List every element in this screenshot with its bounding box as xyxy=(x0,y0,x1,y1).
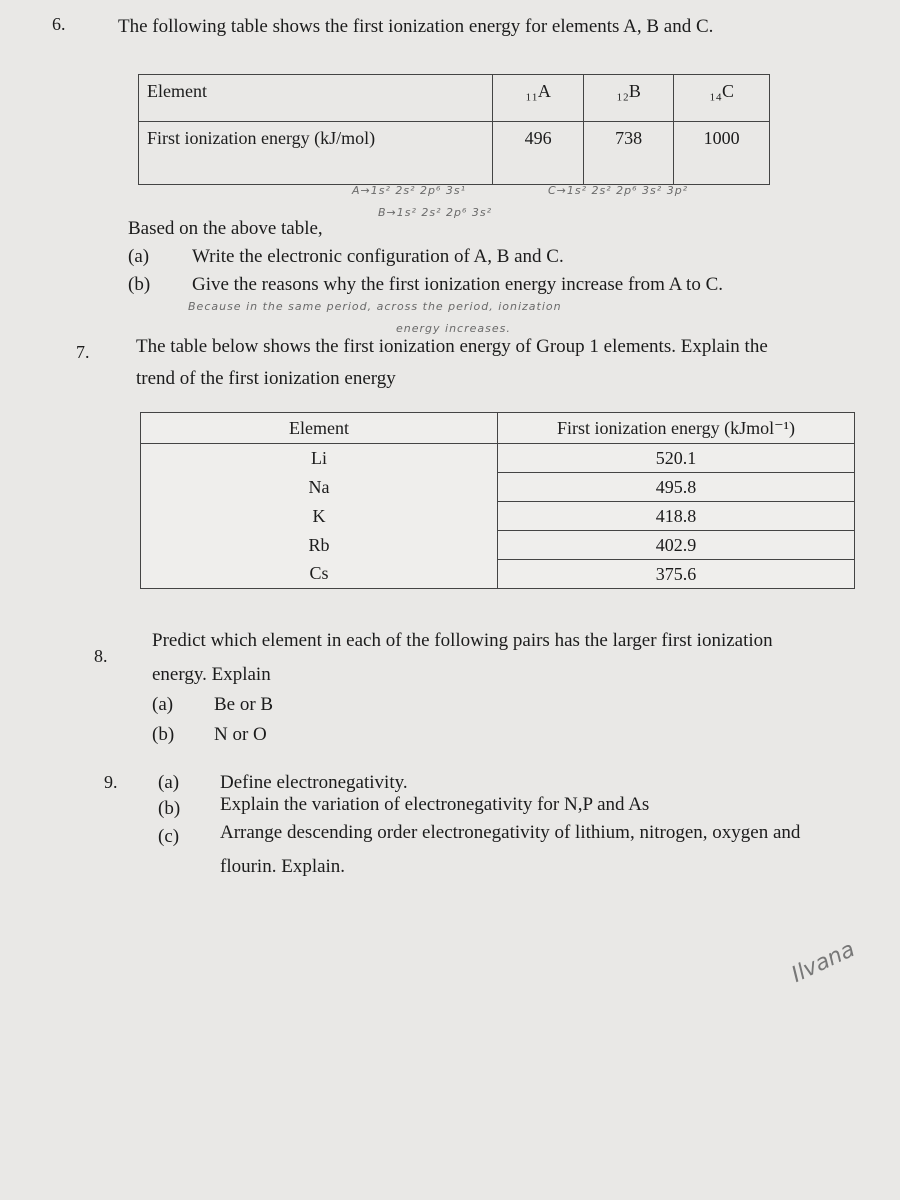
element-a: ₁₁A xyxy=(493,75,583,122)
handwritten-config-c: C→1s² 2s² 2p⁶ 3s² 3p² xyxy=(548,184,689,197)
ionization-table-abc xyxy=(138,74,770,185)
value-a: 496 xyxy=(493,122,583,185)
table-cell-energy: 495.8 xyxy=(498,473,855,502)
question-6b-text: Give the reasons why the first ionization energy increase from A to C. xyxy=(192,274,723,295)
table-cell-energy: 375.6 xyxy=(498,560,855,589)
question-9-number: 9. xyxy=(104,772,118,792)
question-6-intro: Based on the above table, xyxy=(128,218,323,239)
question-9b-text: Explain the variation of electronegativity for N,P and As xyxy=(220,794,650,815)
table-cell-energy: 520.1 xyxy=(498,444,855,473)
question-7-text-line2: trend of the first ionization energy xyxy=(136,368,396,389)
part-label: (a) xyxy=(158,772,180,793)
part-label: (b) xyxy=(158,798,181,819)
handwritten-config-a: A→1s² 2s² 2p⁶ 3s¹ xyxy=(352,184,467,197)
question-6a-text: Write the electronic configuration of A, B and C. xyxy=(192,246,564,267)
question-8-text-line2: energy. Explain xyxy=(152,664,271,685)
table-cell-element: Na xyxy=(141,473,498,502)
handwritten-reason-line2: energy increases. xyxy=(396,322,511,335)
table-cell-element: Li xyxy=(141,444,498,473)
handwritten-config-b: B→1s² 2s² 2p⁶ 3s² xyxy=(378,206,493,219)
part-label: (c) xyxy=(158,826,180,847)
element-b: ₁₂B xyxy=(583,75,673,122)
handwritten-signature: Ilvana xyxy=(787,937,859,988)
question-8b-text: N or O xyxy=(214,724,267,745)
question-7-text-line1: The table below shows the first ionization energy of Group 1 elements. Explain the xyxy=(136,336,768,357)
question-7-number: 7. xyxy=(76,342,90,362)
part-label: (b) xyxy=(152,724,175,745)
part-label: (a) xyxy=(128,246,150,267)
question-8-text-line1: Predict which element in each of the following pairs has the larger first ionization xyxy=(152,630,773,651)
question-8-number: 8. xyxy=(94,646,108,666)
table-row-label: First ionization energy (kJ/mol) xyxy=(139,122,493,185)
value-c: 1000 xyxy=(674,122,770,185)
table-cell-element: K xyxy=(141,502,498,531)
value-b: 738 xyxy=(583,122,673,185)
table-row-label: Element xyxy=(139,75,493,122)
group1-ionization-table xyxy=(140,412,855,589)
table-cell-energy: 402.9 xyxy=(498,531,855,560)
table-cell-energy: 418.8 xyxy=(498,502,855,531)
question-8a-text: Be or B xyxy=(214,694,274,715)
table-cell-element: Cs xyxy=(141,560,498,589)
table-header-element: Element xyxy=(141,413,498,444)
part-label: (a) xyxy=(152,694,174,715)
element-c: ₁₄C xyxy=(674,75,770,122)
question-9c-text-continued: flourin. Explain. xyxy=(220,856,346,877)
question-6-number: 6. xyxy=(52,14,66,34)
question-6-stem: The following table shows the first ionization energy for elements A, B and C. xyxy=(118,16,714,37)
question-9a-text: Define electronegativity. xyxy=(220,772,408,793)
handwritten-reason-line1: Because in the same period, across the period, ionization xyxy=(188,300,562,313)
part-label: (b) xyxy=(128,274,151,295)
question-9c-text: Arrange descending order electronegativity of lithium, nitrogen, oxygen and xyxy=(220,822,801,843)
table-header-energy: First ionization energy (kJmol⁻¹) xyxy=(498,413,855,444)
table-cell-element: Rb xyxy=(141,531,498,560)
